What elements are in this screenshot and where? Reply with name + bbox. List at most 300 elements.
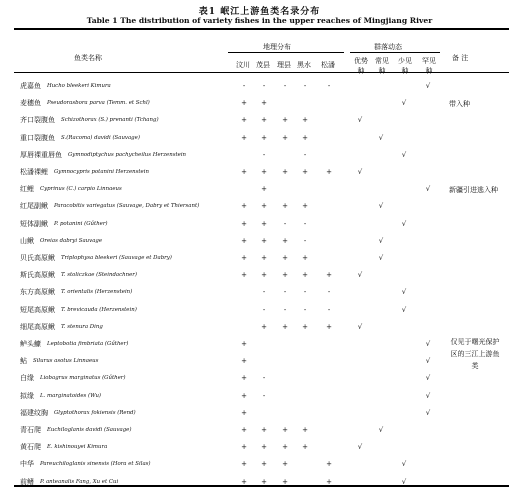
region-presence-mark: + (302, 202, 308, 211)
table-row (0, 284, 519, 301)
region-presence-mark: + (302, 168, 308, 176)
species-name-cn: 齐口裂腹鱼 (20, 116, 55, 125)
region-presence-mark (323, 181, 335, 198)
header-region-col: 茂县 (256, 61, 270, 69)
region-presence-mark: + (261, 219, 267, 228)
status-check-mark (375, 405, 387, 422)
status-check-mark (354, 130, 366, 147)
region-presence-mark: - (303, 150, 307, 159)
region-presence-mark: - (283, 82, 287, 90)
status-check-mark: √ (357, 443, 363, 452)
species-name-cn: 红鲤 (20, 185, 34, 194)
table-row (0, 198, 519, 215)
region-presence-mark: + (261, 168, 267, 176)
region-presence-mark: + (241, 116, 247, 125)
status-check-mark (398, 439, 410, 456)
region-presence-mark: + (302, 254, 308, 262)
status-check-mark: √ (401, 460, 407, 469)
status-check-mark: √ (357, 168, 363, 176)
region-presence-mark: + (241, 391, 247, 400)
region-presence-mark: - (242, 82, 246, 90)
status-check-mark: √ (378, 236, 384, 245)
region-presence-mark (299, 336, 311, 353)
region-presence-mark (279, 370, 291, 387)
table-row (0, 439, 519, 456)
region-presence-mark (258, 353, 270, 370)
status-check-mark (422, 147, 434, 164)
status-check-mark (375, 181, 387, 198)
status-check-mark (354, 284, 366, 301)
region-presence-mark (323, 439, 335, 456)
status-check-mark (422, 95, 434, 112)
status-check-mark (422, 474, 434, 491)
region-presence-mark: + (302, 116, 308, 125)
table-row (0, 112, 519, 129)
table-row (0, 370, 519, 387)
table-row (0, 353, 519, 370)
status-check-mark: √ (401, 99, 407, 108)
region-presence-mark (299, 181, 311, 198)
species-name-latin: T. orientalis (Herzenstein) (61, 289, 133, 296)
status-check-mark (354, 78, 366, 95)
species-name-latin: Euchiloglanis davidi (Sauvage) (47, 427, 132, 433)
region-presence-mark: + (261, 271, 267, 280)
top-rule (14, 28, 509, 30)
species-name-latin: T. brevicauda (Herzenstein) (61, 306, 137, 313)
table-row (0, 216, 519, 233)
region-presence-mark (279, 405, 291, 422)
region-presence-mark (299, 388, 311, 405)
species-name-latin: Gymnocypris potanini Herzenstein (54, 169, 149, 175)
region-presence-mark: + (326, 168, 332, 176)
status-check-mark (375, 78, 387, 95)
species-name-latin: T. stenura Ding (61, 323, 103, 330)
region-presence-mark: - (283, 219, 287, 228)
region-presence-mark: + (302, 426, 308, 434)
table-row (0, 302, 519, 319)
remark-note: 新疆引进逃入种 (449, 186, 498, 195)
region-presence-mark (323, 370, 335, 387)
region-presence-mark: - (327, 82, 331, 90)
region-presence-mark (279, 388, 291, 405)
status-check-mark: √ (378, 202, 384, 211)
header-status-col: 常见种 (375, 57, 389, 75)
region-presence-mark: + (241, 236, 247, 245)
region-presence-mark: - (262, 391, 266, 400)
status-check-mark (354, 147, 366, 164)
header-region-col: 理县 (277, 61, 291, 69)
species-name-latin: Paracobitis variegatus (Sauvage, Dabry et Thiersant) (54, 203, 200, 210)
status-check-mark (354, 474, 366, 491)
region-presence-mark: - (262, 374, 266, 383)
status-check-mark (398, 388, 410, 405)
region-presence-mark (323, 112, 335, 129)
region-presence-mark (299, 474, 311, 491)
status-check-mark (422, 319, 434, 336)
region-presence-mark (299, 370, 311, 387)
status-check-mark (422, 233, 434, 250)
region-presence-mark: + (326, 477, 332, 486)
region-presence-mark: + (241, 219, 247, 228)
species-name-latin: Pseudorasbora parva (Temm. et Schl) (47, 100, 150, 107)
region-presence-mark: + (241, 357, 247, 366)
species-name-latin: Silurus asotus Linnaeus (33, 358, 99, 365)
region-presence-mark: + (241, 254, 247, 262)
header-status-col: 优势种 (354, 57, 368, 75)
region-presence-mark (323, 147, 335, 164)
species-name-cn: 鲈头鱇 (20, 340, 41, 348)
header-region-group: 地理分布 (263, 43, 291, 51)
status-check-mark (354, 456, 366, 473)
region-presence-mark: + (261, 202, 267, 211)
region-presence-mark: - (303, 219, 307, 228)
region-presence-mark: + (261, 426, 267, 434)
status-check-mark (375, 370, 387, 387)
table-title-en: Table 1 The distribution of variety fishes in the upper reaches of Mingjiang River (86, 16, 433, 25)
status-check-mark (422, 284, 434, 301)
status-check-mark (398, 233, 410, 250)
region-presence-mark: - (303, 82, 307, 90)
region-presence-mark: + (326, 271, 332, 280)
region-presence-mark: + (261, 443, 267, 452)
status-check-mark (422, 250, 434, 267)
region-presence-mark: + (261, 185, 267, 194)
region-presence-mark (238, 147, 250, 164)
status-check-mark (398, 181, 410, 198)
region-presence-mark: - (262, 305, 266, 314)
status-check-mark: √ (401, 288, 407, 297)
header-remarks: 备 注 (452, 54, 469, 62)
status-check-mark: √ (425, 340, 431, 348)
species-name-cn: 短体副鳅 (20, 219, 48, 228)
region-presence-mark: - (303, 305, 307, 314)
status-check-mark (398, 353, 410, 370)
status-check-mark: √ (378, 133, 384, 142)
species-name-cn: 山鳅 (20, 236, 34, 245)
status-check-mark (422, 130, 434, 147)
species-name-latin: P. potanini (Gűther) (54, 220, 108, 227)
status-check-mark (375, 456, 387, 473)
region-presence-mark (299, 405, 311, 422)
region-presence-mark: + (282, 271, 288, 280)
status-check-mark (375, 112, 387, 129)
status-check-mark (354, 370, 366, 387)
status-check-mark: √ (401, 150, 407, 159)
status-check-mark: √ (401, 305, 407, 314)
region-presence-mark: + (241, 426, 247, 434)
region-presence-mark: + (282, 116, 288, 125)
region-presence-mark (299, 353, 311, 370)
region-presence-mark: + (326, 460, 332, 469)
table-row (0, 319, 519, 336)
species-name-latin: Schizothorax (S.) prenanti (Tchang) (61, 117, 159, 124)
status-check-mark: √ (357, 116, 363, 125)
status-check-mark (375, 164, 387, 181)
status-check-mark (375, 95, 387, 112)
region-presence-mark: + (282, 133, 288, 142)
status-check-mark: √ (357, 322, 363, 331)
region-presence-mark (258, 405, 270, 422)
species-name-cn: 红尾副鳅 (20, 202, 48, 211)
region-presence-mark: + (261, 477, 267, 486)
status-check-mark (375, 284, 387, 301)
species-name-cn: 厚唇裸重唇鱼 (20, 150, 62, 159)
species-name-cn: 中华 (20, 460, 34, 469)
species-name-cn: 贝氏高原鳅 (20, 254, 55, 262)
region-presence-mark: + (282, 460, 288, 469)
region-presence-mark: + (261, 322, 267, 331)
status-check-mark (354, 216, 366, 233)
region-presence-mark: + (282, 202, 288, 211)
species-name-latin: E. kishinouyei Kimura (47, 444, 108, 451)
species-name-latin: L. marginatoides (Wu) (40, 392, 102, 399)
species-name-cn: 黄石爬 (20, 443, 41, 452)
table-row (0, 388, 519, 405)
header-region-line (228, 52, 344, 53)
status-check-mark (354, 388, 366, 405)
species-name-cn: 细尾高原鳅 (20, 322, 55, 331)
region-presence-mark (323, 422, 335, 439)
region-presence-mark (323, 216, 335, 233)
region-presence-mark: + (241, 374, 247, 383)
region-presence-mark: + (241, 477, 247, 486)
species-name-latin: Gymnodiptychus pachycheilus Herzenstein (68, 151, 187, 158)
species-name-cn: 短尾高原鳅 (20, 305, 55, 314)
species-name-cn: 斯氏高原鳅 (20, 271, 55, 280)
status-check-mark (422, 267, 434, 284)
status-check-mark (375, 147, 387, 164)
status-check-mark (375, 319, 387, 336)
species-name-latin: Hucho bleekeri Kimura (47, 83, 111, 89)
species-name-latin: Cyprinus (C.) carpio Linnaeus (40, 186, 122, 193)
species-name-latin: P. anteanalis Fang, Xu et Cui (40, 478, 119, 485)
region-presence-mark (238, 319, 250, 336)
species-name-latin: Triplophysa bleekeri (Sauvage et Dabry) (61, 255, 172, 261)
region-presence-mark: + (241, 271, 247, 280)
status-check-mark (398, 370, 410, 387)
status-check-mark (398, 267, 410, 284)
region-presence-mark: + (282, 168, 288, 176)
status-check-mark: √ (425, 408, 431, 417)
header-status-col: 罕见种 (422, 57, 436, 75)
status-check-mark (398, 422, 410, 439)
status-check-mark (354, 95, 366, 112)
status-check-mark (398, 319, 410, 336)
status-check-mark (398, 336, 410, 353)
region-presence-mark: + (282, 477, 288, 486)
header-region-col: 黑水 (297, 61, 311, 69)
species-name-cn: 东方高原鳅 (20, 288, 55, 297)
region-presence-mark: + (241, 202, 247, 211)
region-presence-mark: + (326, 322, 332, 331)
status-check-mark (375, 336, 387, 353)
region-presence-mark (323, 353, 335, 370)
status-check-mark (422, 439, 434, 456)
header-region-col: 汶川 (236, 61, 250, 69)
species-name-latin: Oreias dabryi Sauvage (40, 237, 103, 244)
region-presence-mark: + (261, 133, 267, 142)
header-species: 鱼类名称 (74, 54, 102, 62)
species-name-cn: 鲇 (20, 357, 27, 366)
region-presence-mark: + (241, 168, 247, 176)
region-presence-mark: + (261, 116, 267, 125)
region-presence-mark (258, 336, 270, 353)
species-name-cn: 松潘裸鲤 (20, 168, 48, 176)
region-presence-mark (238, 181, 250, 198)
species-name-cn: 前鳍 (20, 477, 34, 486)
region-presence-mark (323, 250, 335, 267)
species-name-cn: 拟缘 (20, 391, 34, 400)
status-check-mark: √ (425, 357, 431, 366)
region-presence-mark: + (261, 236, 267, 245)
region-presence-mark (323, 405, 335, 422)
region-presence-mark: + (282, 426, 288, 434)
region-presence-mark: - (262, 82, 266, 90)
region-presence-mark: - (262, 288, 266, 297)
region-presence-mark (299, 456, 311, 473)
header-status-group: 群落动态 (374, 43, 402, 51)
status-check-mark (375, 474, 387, 491)
species-name-latin: Pareuchiloglanis sinensis (Hora et Silas) (40, 461, 151, 468)
table-row (0, 336, 519, 353)
status-check-mark (375, 388, 387, 405)
status-check-mark: √ (401, 219, 407, 228)
region-presence-mark: + (282, 236, 288, 245)
region-presence-mark (279, 181, 291, 198)
status-check-mark: √ (425, 82, 431, 90)
status-check-mark (375, 353, 387, 370)
table-row (0, 267, 519, 284)
species-name-latin: Leptobotia fimbriata (Gűther) (47, 341, 129, 347)
status-check-mark (354, 302, 366, 319)
region-presence-mark: + (302, 271, 308, 280)
header-region-col: 松潘 (321, 61, 335, 69)
region-presence-mark (323, 233, 335, 250)
region-presence-mark: + (302, 443, 308, 452)
region-presence-mark: + (261, 460, 267, 469)
region-presence-mark: + (241, 443, 247, 452)
species-name-cn: 白缘 (20, 374, 34, 383)
species-name-latin: Liobagrus marginatus (Gűther) (40, 375, 126, 382)
region-presence-mark: + (261, 99, 267, 108)
region-presence-mark (323, 388, 335, 405)
region-presence-mark (299, 95, 311, 112)
region-presence-mark (323, 95, 335, 112)
status-check-mark (422, 456, 434, 473)
status-check-mark: √ (378, 426, 384, 434)
region-presence-mark: - (303, 236, 307, 245)
table-row (0, 95, 519, 112)
species-name-cn: 福建纹胸 (20, 408, 48, 417)
region-presence-mark (279, 353, 291, 370)
species-name-cn: 麦穗鱼 (20, 99, 41, 108)
table-row (0, 456, 519, 473)
region-presence-mark (323, 130, 335, 147)
species-name-cn: 虎嘉鱼 (20, 82, 41, 90)
region-presence-mark (279, 147, 291, 164)
status-check-mark (375, 302, 387, 319)
region-presence-mark: - (283, 305, 287, 314)
status-check-mark (398, 112, 410, 129)
status-check-mark: √ (425, 185, 431, 194)
region-presence-mark (323, 336, 335, 353)
species-name-latin: Glyptothorax fokiensis (Rend) (54, 409, 136, 416)
table-row (0, 181, 519, 198)
status-check-mark (354, 233, 366, 250)
status-check-mark (422, 112, 434, 129)
status-check-mark (422, 302, 434, 319)
region-presence-mark: + (302, 133, 308, 142)
status-check-mark (375, 216, 387, 233)
region-presence-mark: + (282, 322, 288, 331)
region-presence-mark: + (302, 322, 308, 331)
status-check-mark (422, 422, 434, 439)
status-check-mark (398, 164, 410, 181)
remark-note: 带入种 (449, 100, 470, 109)
status-check-mark: √ (378, 254, 384, 262)
status-check-mark (354, 336, 366, 353)
table-row (0, 130, 519, 147)
region-presence-mark: + (241, 340, 247, 348)
table-row (0, 422, 519, 439)
species-name-cn: 青石爬 (20, 426, 41, 434)
region-presence-mark: + (261, 254, 267, 262)
header-status-col: 少见种 (398, 57, 412, 75)
status-check-mark: √ (425, 374, 431, 383)
status-check-mark (354, 250, 366, 267)
region-presence-mark: - (327, 288, 331, 297)
region-presence-mark: - (283, 288, 287, 297)
region-presence-mark: + (282, 254, 288, 262)
table-row (0, 405, 519, 422)
status-check-mark: √ (357, 271, 363, 280)
remark-note: 仅见于曙光保护区的三江上游鱼类 (450, 338, 500, 370)
region-presence-mark: - (262, 150, 266, 159)
region-presence-mark: + (241, 460, 247, 469)
status-check-mark (375, 439, 387, 456)
table-row (0, 474, 519, 491)
region-presence-mark (238, 302, 250, 319)
status-check-mark (375, 267, 387, 284)
region-presence-mark (323, 198, 335, 215)
species-name-cn: 重口裂腹鱼 (20, 133, 55, 142)
region-presence-mark: + (241, 133, 247, 142)
status-check-mark: √ (425, 391, 431, 400)
region-presence-mark: - (303, 288, 307, 297)
status-check-mark (398, 130, 410, 147)
status-check-mark (398, 198, 410, 215)
status-check-mark (398, 78, 410, 95)
status-check-mark (354, 198, 366, 215)
region-presence-mark (279, 95, 291, 112)
table-row (0, 164, 519, 181)
status-check-mark (354, 422, 366, 439)
table-row (0, 147, 519, 164)
header-status-line (350, 52, 440, 53)
status-check-mark (422, 198, 434, 215)
table-row (0, 233, 519, 250)
status-check-mark (422, 164, 434, 181)
table-row (0, 250, 519, 267)
status-check-mark (354, 405, 366, 422)
species-name-latin: T. stoliczkae (Steindachner) (61, 272, 137, 279)
region-presence-mark (238, 284, 250, 301)
species-name-latin: S.(Racoma) davidi (Sauvage) (61, 134, 140, 141)
region-presence-mark (279, 336, 291, 353)
status-check-mark (398, 250, 410, 267)
region-presence-mark: + (282, 443, 288, 452)
table-title-cn: 表1 岷江上游鱼类名录分布 (198, 7, 321, 17)
